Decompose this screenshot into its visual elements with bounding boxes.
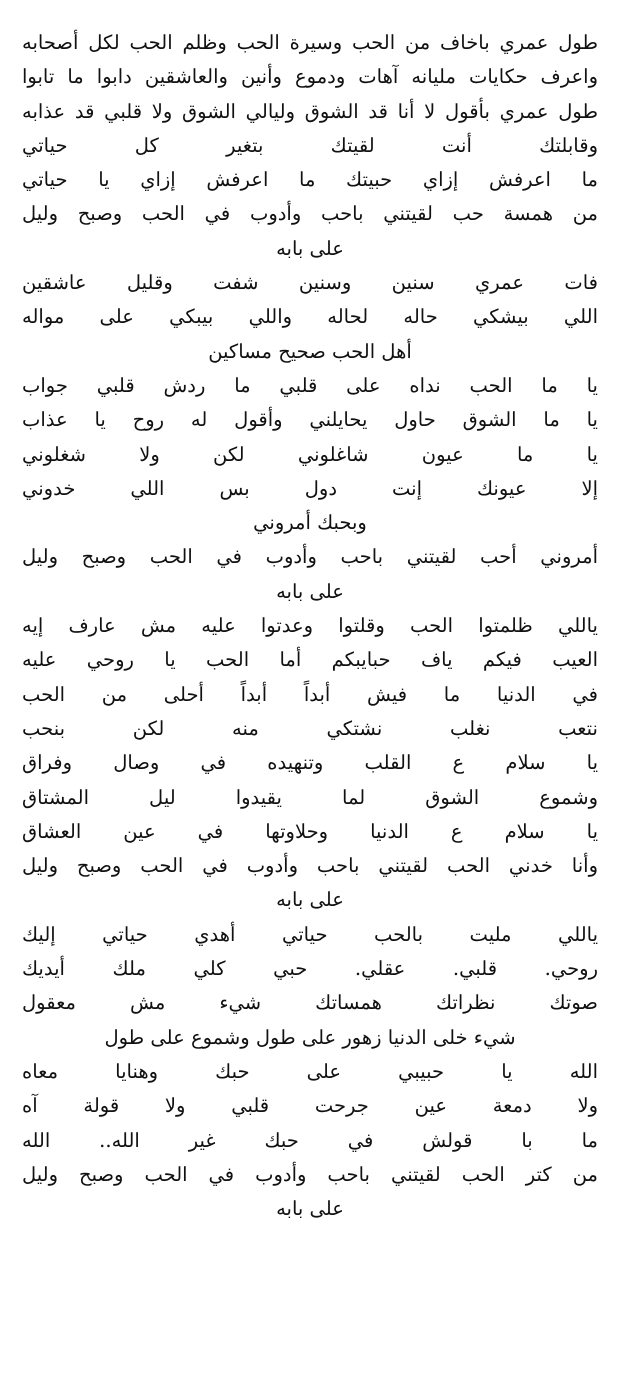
poem-line: صوتك نظراتك همساتك شيء مش معقول	[22, 991, 598, 1015]
poem-line: وأنا خدني الحب لقيتني باحب وأدوب في الحب وصبح وليل	[22, 854, 598, 878]
poem-line: يا ما عيون شاغلوني لكن ولا شغلوني	[22, 442, 598, 466]
poem-line: وقابلتك أنت لقيتك بتغير كل حياتي	[22, 133, 598, 157]
refrain-line: على بابه	[276, 1197, 344, 1221]
refrain-line: أهل الحب صحيح مساكين	[208, 339, 412, 363]
refrain-line: وبحبك أمروني	[253, 511, 367, 535]
poem-line: يا ما الشوق حاول يحايلني وأقول له روح يا عذاب	[22, 408, 598, 432]
poem-line: روحي. قلبي. عقلي. حبي كلي ملك أيديك	[22, 957, 598, 981]
poem-line: أمروني أحب لقيتني باحب وأدوب في الحب وصبح وليل	[22, 545, 598, 569]
refrain-line: على بابه	[276, 888, 344, 912]
poem-line: ما با قولش في حبك غير الله.. الله	[22, 1128, 598, 1152]
poem-text-block	[22, 26, 598, 1226]
refrain-line: على بابه	[276, 236, 344, 260]
poem-line: يا سلام ع القلب وتنهيده في وصال وفراق	[22, 751, 598, 775]
poem-line: ياللي ظلمتوا الحب وقلتوا وعدتوا عليه مش عارف إيه	[22, 614, 598, 638]
poem-line: طول عمري بأقول لا أنا قد الشوق وليالي الشوق ولا قلبي قد عذابه	[22, 99, 598, 123]
poem-line: الله يا حبيبي على حبك وهنايا معاه	[22, 1059, 598, 1083]
poem-line: من كتر الحب لقيتني باحب وأدوب في الحب وصبح وليل	[22, 1162, 598, 1186]
poem-line: ولا دمعة عين جرحت قلبي ولا قولة آه	[22, 1094, 598, 1118]
poem-line: ياللي مليت بالحب حياتي أهدي حياتي إليك	[22, 922, 598, 946]
poem-line: نتعب نغلب نشتكي منه لكن بنحب	[22, 716, 598, 740]
poem-line: يا ما الحب نداه على قلبي ما ردش قلبي جواب	[22, 373, 598, 397]
poem-line: اللي بيشكي حاله لحاله واللي بيبكي على مواله	[22, 305, 598, 329]
poem-line: من همسة حب لقيتني باحب وأدوب في الحب وصبح وليل	[22, 202, 598, 226]
refrain-line: شيء خلى الدنيا زهور على طول وشموع على طول	[104, 1025, 516, 1049]
poem-line: إلا عيونك إنت دول بس اللي خدوني	[22, 476, 598, 500]
poem-line: ما اعرفش إزاي حبيتك ما اعرفش إزاي يا حياتي	[22, 168, 598, 192]
poem-line: وشموع الشوق لما يقيدوا ليل المشتاق	[22, 785, 598, 809]
poem-line: فات عمري سنين وسنين شفت وقليل عاشقين	[22, 271, 598, 295]
refrain-line: على بابه	[276, 579, 344, 603]
poem-line: يا سلام ع الدنيا وحلاوتها في عين العشاق	[22, 819, 598, 843]
poem-line: طول عمري باخاف من الحب وسيرة الحب وظلم الحب لكل أصحابه	[22, 31, 598, 54]
poem-line: العيب فيكم ياف حبايبكم أما الحب يا روحي عليه	[22, 648, 598, 672]
poem-line: في الدنيا ما فيش أبداً أبداً أحلى من الحب	[22, 682, 598, 706]
poem-line: واعرف حكايات مليانه آهات ودموع وأنين والعاشقين دابوا ما تابوا	[22, 65, 598, 89]
